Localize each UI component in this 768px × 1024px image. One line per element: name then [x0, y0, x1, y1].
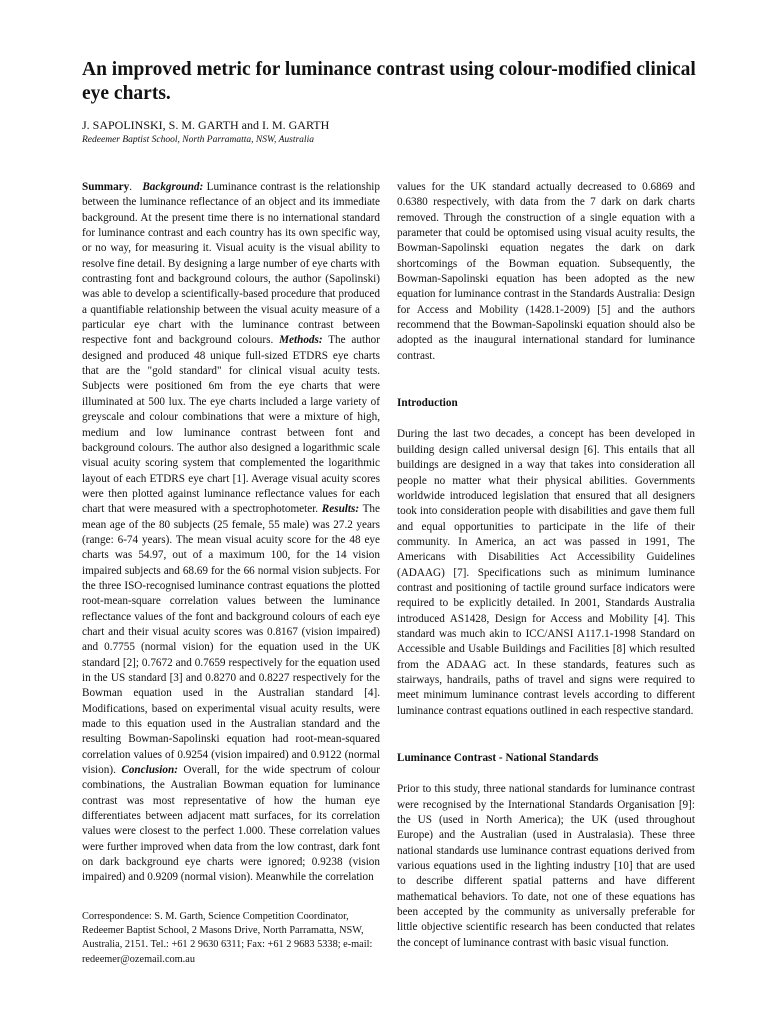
abstract-paragraph [82, 180, 380, 886]
paper-title: An improved metric for luminance contrast using colour-modified clinical eye charts. [82, 59, 696, 104]
correspondence-note: Correspondence: S. M. Garth, Science Competition Coordinator, Redeemer Baptist School, 2 Masons Drive, North Parramatta, NSW, Australia, 2151. Tel.: +61 2 9630 6311; Fax: +61 2 9683 5338; e-mail: redeemer@ozemail.com.au [82, 911, 373, 965]
introduction-heading: Introduction [397, 397, 458, 410]
conclusion-text: Overall, for the wide spectrum of colour combinations, the Australian Bowman equation for luminance contrast was most representative of how the human eye differentiates between adjacent matt surfaces, for its correlation values were closest to the perfect 1.000. These correlation values were further improved when data from the low contrast, dark font on dark background eye charts were ignored; 0.9238 (vision impaired) and 0.9209 (normal vision). Meanwhile the correlation [82, 764, 381, 884]
left-column [82, 180, 380, 886]
results-text: The mean age of the 80 subjects (25 female, 55 male) was 27.2 years (range: 6-74 years). The mean visual acuity score for the 48 eye charts was 54.97, out of a maximum 100, for the 14 vision impaired subjects and 68.69 for the 66 normal vision subjects. For the three ISO-recognised luminance contrast equations the plotted root-mean-square correlation values between the luminance reflectance values of the font and background colours of each eye chart and their visual acuity scores was 0.8167 (vision impaired) and 0.7755 (normal vision) for the equation used in the UK standard [2]; 0.7672 and 0.7659 respectively for the equation used in the US standard [3] and 0.8270 and 0.8227 respectively for the Bowman equation used in the Australian standard [4]. Modifications, based on experimental visual acuity results, were made to this equation used in the Australian standard and the resulting Bowman-Sapolinski equation had root-mean-squared correlation values of 0.9254 (vision impaired) and 0.9122 (normal vision). [82, 503, 380, 777]
abstract-continuation: values for the UK standard actually decreased to 0.6869 and 0.6380 respectively, with data from the 7 dark on dark charts removed. Through the construction of a single equation with a parameter that could be optomised using visual acuity results, the Bowman-Sapolinski equation negates the dark on dark shortcomings of the Bowman equation. Subsequently, the Bowman-Sapolinski equation has been adopted as the new equation for luminance contrast in the Standards Australia: Design for Access and Mobility (1428.1-2009) [5] and the authors recommend that the Bowman-Sapolinski equation should also be adopted as the inaugural international standard for luminance contrast. [397, 181, 695, 362]
national-standards-heading: Luminance Contrast - National Standards [397, 752, 599, 764]
right-column [397, 180, 695, 951]
methods-label: Methods: [279, 334, 323, 347]
background-text: Luminance contrast is the relationship between the luminance reflectance of an object and its immediate background. At the present time there is no international standard for luminance contrast and each country has its own specific way, or no way, for measuring it. Visual acuity is the visual ability to resolve fine detail. By designing a large number of eye charts with contrasting font and background colours, the author (Sapolinski) was able to develop a scientifically-based procedure that produced a quantifiable relationship between the visual acuity measure of a particular eye chart with the luminance contrast between respective font and background colours. [82, 181, 381, 347]
author-list: J. SAPOLINSKI, S. M. GARTH and I. M. GARTH [82, 118, 330, 132]
methods-text: The author designed and produced 48 unique full-sized ETDRS eye charts that are the "gold standard" for clinical visual acuity tests. Subjects were positioned 6m from the eye charts that were illuminated at 500 lux. The eye charts included a large variety of greyscale and colour combinations that were a mixture of high, medium and low luminance contrast between font and background colours. The author also designed a logarithmic scale visual acuity scoring system that complemented the logarithmic layout of each ETDRS eye chart [1]. Average visual acuity scores were then plotted against luminance reflectance values for each chart that were measured with a spectrophotometer. [82, 334, 380, 516]
national-standards-text: Prior to this study, three national standards for luminance contrast were recognised by the International Standards Organisation [9]: the US (used in North America); the UK (used throughout Europe) and the Australian (used in Australasia). These three national standards use luminance contrast equations derived from various equations used in the lighting industry [10] that are used to describe different spatial patterns and have different mathematical behaviors. To date, not one of these equations has been accepted by the community as universally preferable for little objective scientific research has been conducted that relates the concept of luminance contrast with basic visual function. [397, 783, 695, 949]
introduction-text: During the last two decades, a concept has been developed in building design called universal design [6]. This entails that all buildings are designed in a way that takes into consideration all people no matter what their physical abilities. Governments worldwide introduced legislation that ensured that all designers took into consideration people with disabilities and gave them full and equal opportunities to participate in the life of their community. In America, an act was passed in 1991, The Americans with Disabilities Act Accessibility Guidelines (ADAAG) [7]. Specifications such as minimum luminance contrast and positioning of tactile ground surface indicators were required to be explicitly detailed. In 2001, Standards Australia introduced AS1428, Design for Access and Mobility [4]. This standard was much akin to ICC/ANSI A117.1-1998 Standard on Accessible and Usable Buildings and Facilities [8] which resulted from the ADAAG act. In these standards, features such as stairways, handrails, paths of travel and signs were required to meet minimum luminance contrast levels according to different luminance contrast equations outlined in each respective standard. [397, 428, 695, 717]
results-label: Results: [321, 503, 360, 516]
conclusion-label: Conclusion: [121, 764, 178, 777]
background-label: Background: [142, 181, 204, 193]
summary-label: Summary [82, 181, 130, 193]
summary-separator: . [129, 181, 133, 193]
affiliation: Redeemer Baptist School, North Parramatta, NSW, Australia [82, 135, 314, 145]
